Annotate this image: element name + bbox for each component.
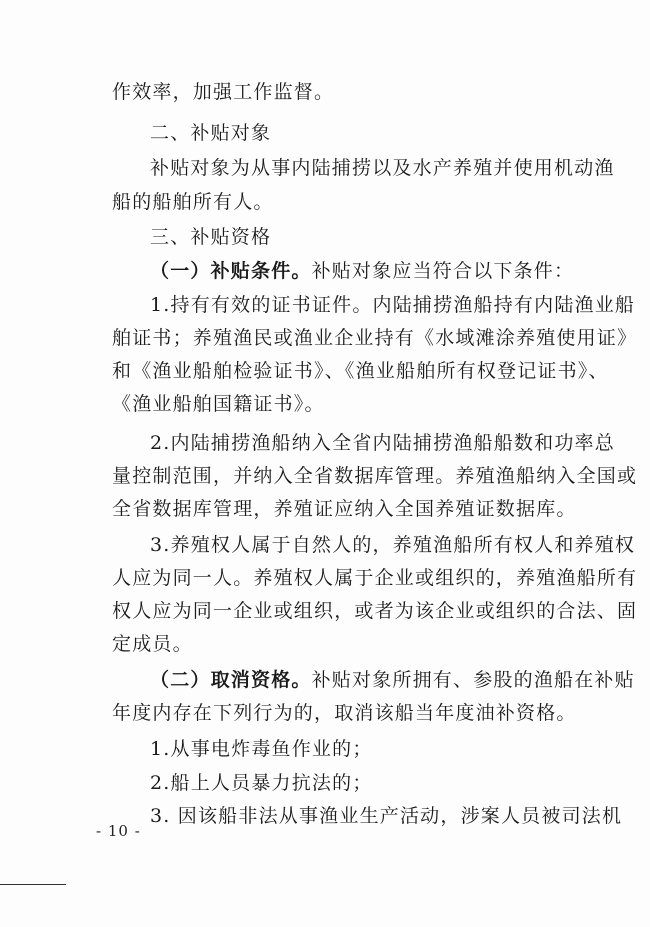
paragraph-line: 量控制范围，并纳入全省数据库管理。养殖渔船纳入全国或 <box>112 465 638 487</box>
paragraph-line: 人应为同一人。养殖权人属于企业或组织的，养殖渔船所有 <box>112 567 638 589</box>
paragraph-line: 补贴对象为从事内陆捕捞以及水产养殖并使用机动渔 <box>150 157 615 179</box>
list-item: 3. 因该船非法从事渔业生产活动，涉案人员被司法机 <box>150 805 623 827</box>
list-item: 2.船上人员暴力抗法的； <box>150 772 373 794</box>
list-item: 1.从事电炸毒鱼作业的； <box>150 738 373 760</box>
page-number: - 10 - <box>96 822 141 840</box>
subsection-heading-text: （二）取消资格。 <box>150 669 312 691</box>
subsection-subsidy-conditions: （一）补贴条件。补贴对象应当符合以下条件： <box>150 260 575 282</box>
section-heading-subsidy-qualification: 三、补贴资格 <box>150 226 272 248</box>
paragraph-line: 《渔业船舶国籍证书》。 <box>112 393 325 415</box>
paragraph-line: 舶证书；养殖渔民或渔业企业持有《水域滩涂养殖使用证》 <box>112 327 638 349</box>
paragraph-line: 权人应为同一企业或组织，或者为该企业或组织的合法、固 <box>112 600 638 622</box>
paragraph-line: 年度内存在下列行为的，取消该船当年度油补资格。 <box>112 702 577 724</box>
paragraph-line: 定成员。 <box>112 633 193 655</box>
paragraph-line: 2.内陆捕捞渔船纳入全省内陆捕捞渔船船数和功率总 <box>150 432 615 454</box>
scan-edge-line <box>0 884 66 885</box>
paragraph-line: 全省数据库管理，养殖证应纳入全国养殖证数据库。 <box>112 498 577 520</box>
paragraph-line: 船的船舶所有人。 <box>112 191 274 213</box>
paragraph-line: 作效率，加强工作监督。 <box>112 81 335 103</box>
paragraph-line: 3.养殖权人属于自然人的，养殖渔船所有权人和养殖权 <box>150 534 636 556</box>
paragraph-line: 和《渔业船舶检验证书》、《渔业船舶所有权登记证书》、 <box>112 360 609 382</box>
paragraph-line: 1.持有有效的证书证件。内陆捕捞渔船持有内陆渔业船 <box>150 294 636 316</box>
subsection-heading-text: （一）补贴条件。 <box>150 260 312 282</box>
section-heading-subsidy-target: 二、补贴对象 <box>150 122 272 144</box>
subsection-disqualification: （二）取消资格。补贴对象所拥有、参股的渔船在补贴 <box>150 669 635 691</box>
